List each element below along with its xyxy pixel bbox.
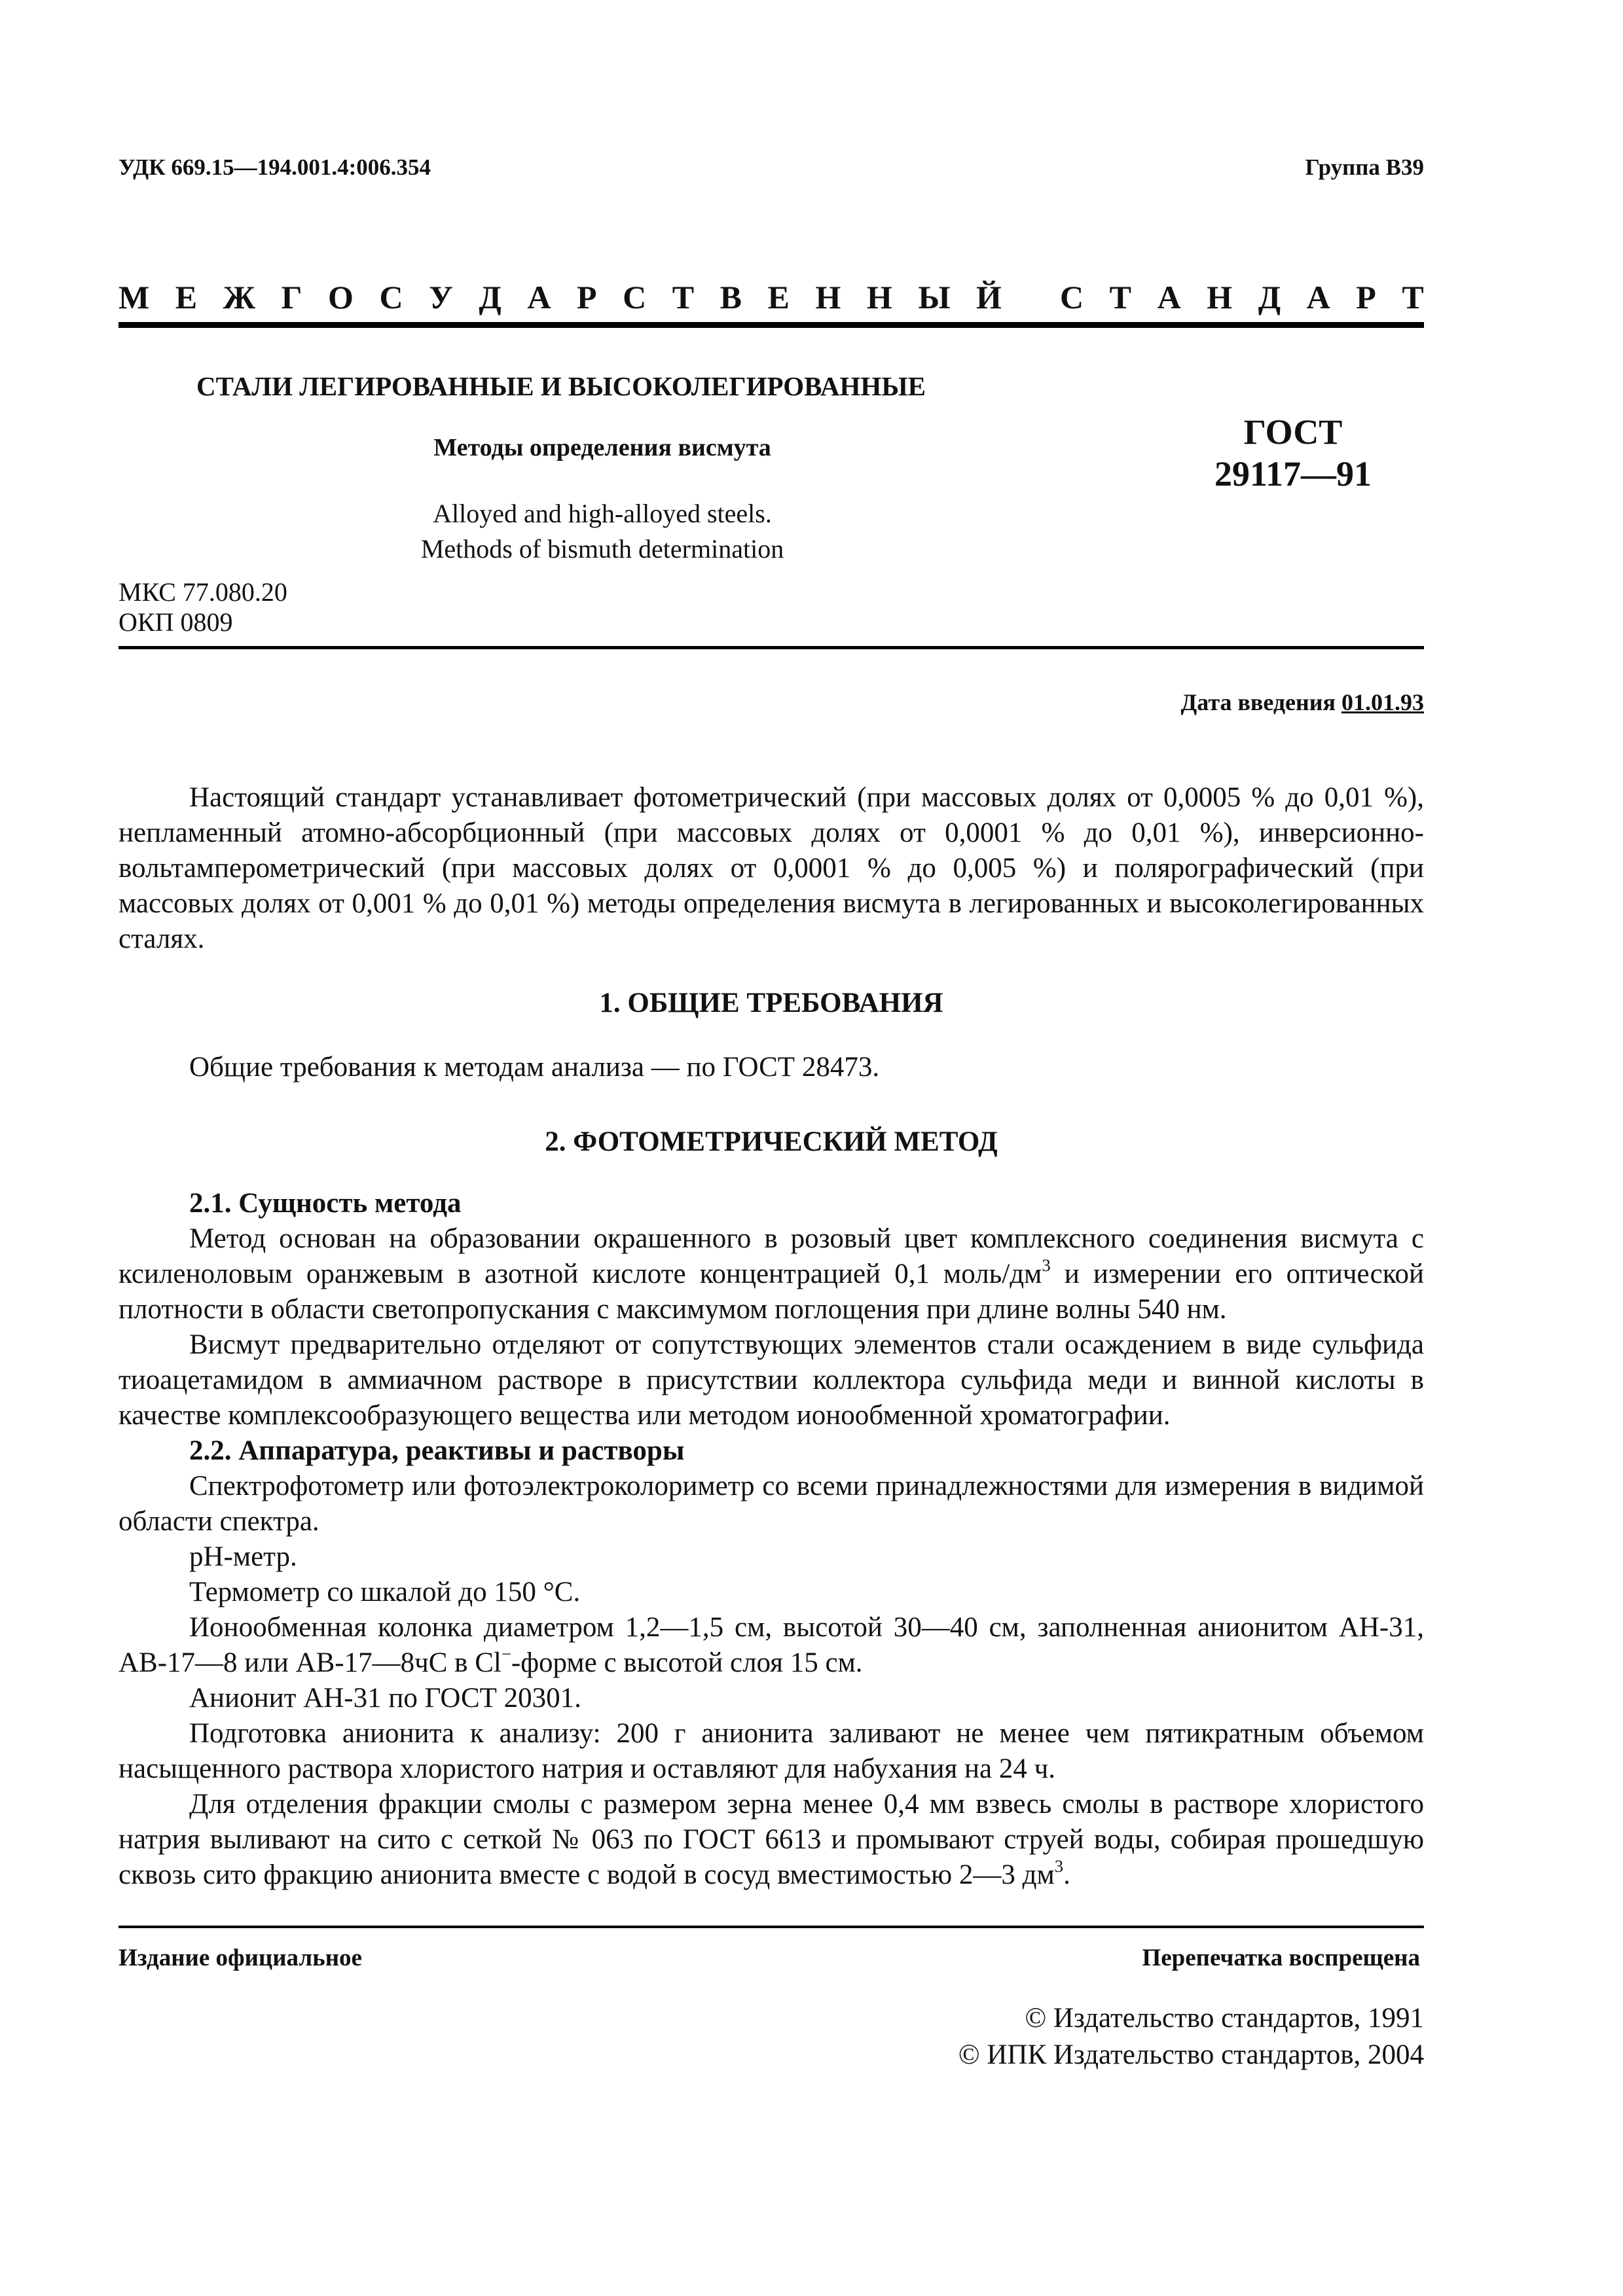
banner-letter: Г	[281, 279, 302, 315]
banner-letter: У	[429, 279, 453, 315]
s22-p7-sup: 3	[1054, 1856, 1064, 1876]
classification-codes	[119, 577, 287, 637]
banner-letter: М	[119, 279, 150, 315]
gost-designation	[1165, 411, 1421, 495]
banner-letter: А	[1157, 279, 1181, 315]
subsection-2-2-para-6: Подготовка анионита к анализу: 200 г анионита заливают не менее чем пятикратным объемом насыщенного раствора хлористого натрия и оставляют для набухания на 24 ч.	[119, 1718, 1424, 1784]
subtitle-en-line2: Methods of bismuth determination	[420, 534, 784, 564]
banner-letter: В	[720, 279, 742, 315]
copyright-block	[958, 2000, 1424, 2073]
banner-letter: Р	[576, 279, 597, 315]
banner-letter: Д	[1258, 279, 1281, 315]
okp-code: ОКП 0809	[119, 607, 233, 637]
banner-letter: Т	[1109, 279, 1132, 315]
standard-banner	[119, 278, 1424, 317]
effective-date-label: Дата введения	[1180, 689, 1341, 715]
banner-letter: Н	[1207, 279, 1233, 315]
mks-code: МКС 77.080.20	[119, 577, 287, 607]
subtitle-en-line1: Alloyed and high-alloyed steels.	[433, 499, 772, 528]
banner-letter: Ж	[223, 279, 256, 315]
subsection-2-2-para-5: Анионит АН-31 по ГОСТ 20301.	[189, 1683, 581, 1713]
footer-rule	[119, 1926, 1424, 1928]
subsection-2-2-para-1: Спектрофотометр или фотоэлектроколориметр со всеми принадлежностями для измерения в видимой области спектра.	[119, 1471, 1424, 1537]
banner-letter: Р	[1356, 279, 1376, 315]
s22-p7-text-a: Для отделения фракции смолы с размером зерна менее 0,4 мм взвесь смолы в растворе хлористого натрия выливают на сито с сеткой № 063 по ГОСТ 6613 и промывают струей воды, собирая прошедшую сквозь сито фракцию анионита вместе с водой в сосуд вместимостью 2—3 дм	[119, 1789, 1424, 1890]
subsection-2-2-para-2: pH-метр.	[189, 1541, 297, 1572]
banner-letter: Н	[815, 279, 841, 315]
subsection-2-2-para-3: Термометр со шкалой до 150 °С.	[189, 1577, 581, 1607]
reprint-prohibited: Перепечатка воспрещена	[1142, 1945, 1420, 1971]
copyright-1991: © Издательство стандартов, 1991	[1025, 2003, 1424, 2034]
banner-letter: Е	[175, 279, 198, 315]
title-rule	[119, 646, 1424, 649]
banner-letter: С	[623, 279, 647, 315]
intro-paragraph	[119, 780, 1424, 957]
banner-letter: Т	[1402, 279, 1424, 315]
section-2-body	[119, 1186, 1424, 1893]
copyright-2004: © ИПК Издательство стандартов, 2004	[958, 2039, 1424, 2070]
section-1-text: Общие требования к методам анализа — по ГОСТ 28473.	[189, 1052, 880, 1083]
subtitle-ru: Методы определения висмута	[433, 434, 771, 461]
s22-p7-text-b: .	[1063, 1859, 1070, 1890]
s21-p1-text-b: и измерении его оптической плотности в области светопропускания с максимумом поглощения при длине волны 540 нм.	[119, 1259, 1424, 1325]
banner-letter: Й	[976, 279, 1002, 315]
banner-letter: Т	[672, 279, 695, 315]
subtitle-en	[196, 496, 1008, 567]
banner-letter: О	[328, 279, 354, 315]
banner-letter: Н	[866, 279, 892, 315]
subsection-2-1-para-2: Висмут предварительно отделяют от сопутствующих элементов стали осаждением в виде сульфида тиоацетамидом в аммиачном растворе в присутствии коллектора сульфида меди и винной кислоты в качестве комплексообразующего вещества или методом ионообменной хроматографии.	[119, 1329, 1424, 1431]
s22-p4-text-b: -форме с высотой слоя 15 см.	[511, 1647, 863, 1678]
banner-letter: Д	[479, 279, 501, 315]
section-1-body	[119, 1050, 1424, 1085]
official-edition: Издание официальное	[119, 1945, 362, 1971]
s21-p1-sup: 3	[1042, 1255, 1051, 1276]
banner-letter: С	[379, 279, 403, 315]
banner-word-gap	[1027, 278, 1034, 317]
gost-label: ГОСТ	[1243, 412, 1343, 452]
subsection-2-1-title: 2.1. Сущность метода	[189, 1188, 462, 1219]
s22-p4-text-a: Ионообменная колонка диаметром 1,2—1,5 см, высотой 30—40 см, заполненная анионитом АН-31, АВ-17—8 или АВ-17—8чС в Cl	[119, 1612, 1424, 1678]
banner-letter: Ы	[918, 279, 951, 315]
subsection-2-2-para-7	[119, 1787, 1424, 1893]
banner-letter: С	[1060, 279, 1084, 315]
subsection-2-1-para-1	[119, 1221, 1424, 1327]
s21-p1-text-a: Метод основан на образовании окрашенного в розовый цвет комплексного соединения висмута с ксиленоловым оранжевым в азотной кислоте концентрацией 0,1 моль/дм	[119, 1223, 1424, 1289]
section-1-heading: 1. ОБЩИЕ ТРЕБОВАНИЯ	[599, 988, 943, 1018]
title-ru: СТАЛИ ЛЕГИРОВАННЫЕ И ВЫСОКОЛЕГИРОВАННЫЕ	[196, 371, 926, 401]
banner-letter: А	[1306, 279, 1330, 315]
s22-p4-sup: −	[501, 1644, 511, 1664]
subsection-2-2-title: 2.2. Аппаратура, реактивы и растворы	[189, 1435, 685, 1466]
gost-number: 29117—91	[1214, 454, 1372, 493]
effective-date-value: 01.01.93	[1341, 689, 1424, 715]
section-2-heading: 2. ФОТОМЕТРИЧЕСКИЙ МЕТОД	[545, 1126, 998, 1157]
subsection-2-2-para-4	[119, 1610, 1424, 1681]
intro-text: Настоящий стандарт устанавливает фотометрический (при массовых долях от 0,0005 % до 0,01 %), непламенный атомно-абсорбционный (при массовых долях от 0,0001 % до 0,01 %), инверсионно-вольтамперометрический (при массовых долях от 0,0001 % до 0,005 %) и полярографический (при массовых долях от 0,001 % до 0,01 %) методы определения висмута в легированных и высоколегированных сталях.	[119, 782, 1424, 954]
banner-rule	[119, 322, 1424, 328]
banner-letter: А	[527, 279, 551, 315]
effective-date	[1181, 689, 1425, 716]
banner-letter: Е	[767, 279, 790, 315]
udk-code: УДК 669.15—194.001.4:006.354	[119, 154, 431, 180]
group-code: Группа В39	[1305, 154, 1424, 180]
